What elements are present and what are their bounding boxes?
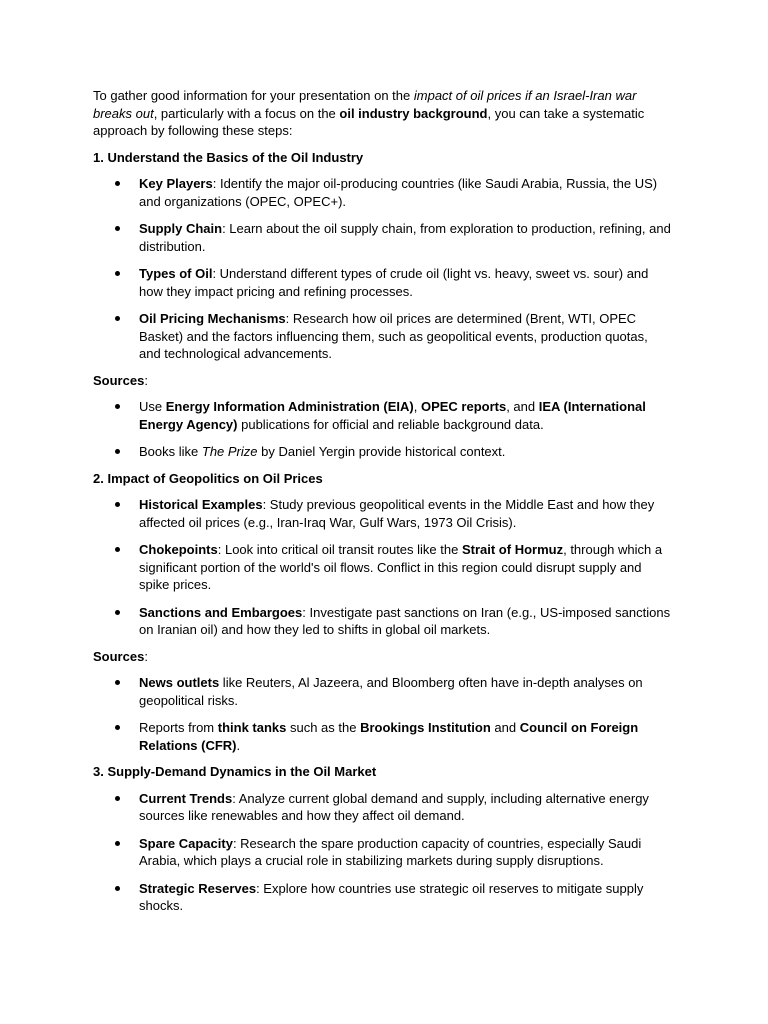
section2-sources-list [93,674,672,754]
intro-text: , you can take a systematic approach by following these steps: [93,105,645,138]
item-term: Council on Foreign Relations (CFR) [139,720,639,753]
item-text: Reports from [139,720,218,735]
intro-topic-italic: impact of oil prices if an Israel-Iran war breaks out [93,88,637,121]
section-heading-geopolitics: 2. Impact of Geopolitics on Oil Prices [93,470,323,486]
list-item [93,310,672,363]
list-item [93,604,672,639]
item-term: Supply Chain [139,221,223,236]
section3-list [93,790,672,915]
list-item [93,220,672,255]
intro-focus-bold: oil industry background [339,105,488,121]
item-term: IEA (International Energy Agency) [139,399,646,432]
item-term: Spare Capacity [139,835,233,851]
item-text: Use [139,399,166,414]
item-text: : Research how oil prices are determined (Brent, WTI, OPEC Basket) and the factors influencing them, such as geopolitical events, production quotas, and technological advancements. [139,311,648,361]
sources-label: Sources: [93,648,148,664]
section-heading-oil-industry: 1. Understand the Basics of the Oil Industry [93,149,364,165]
item-term: News outlets [139,675,220,690]
list-item [93,443,672,461]
item-text: : Understand different types of crude oil (light vs. heavy, sweet vs. sour) and how they impact pricing and refining processes. [139,266,649,299]
item-term: Current Trends [139,790,233,806]
list-item [93,175,672,210]
item-text: , through which a significant portion of the world's oil flows. Conflict in this region could disrupt supply and spike prices. [139,542,663,592]
item-term: Key Players [139,176,213,191]
list-item [93,880,672,915]
item-term: Oil Pricing Mechanisms [139,311,286,326]
item-text: publications for official and reliable background data. [237,416,544,432]
list-item [93,398,672,433]
item-term: Types of Oil [139,266,213,281]
section-heading-supply-demand: 3. Supply-Demand Dynamics in the Oil Market [93,764,377,779]
list-item [93,674,672,709]
list-item [93,835,672,870]
intro-text: To gather good information for your presentation on the [93,88,414,103]
list-item [93,541,672,594]
intro-paragraph [93,87,672,140]
item-text: : Investigate past sanctions on Iran (e.g., US-imposed sanctions on Iranian oil) and how they led to shifts in global oil markets. [139,604,671,637]
item-term: Energy Information Administration (EIA) [165,399,414,414]
list-item [93,719,672,754]
section2-list [93,496,672,639]
list-item [93,790,672,825]
item-term: Strait of Hormuz [461,542,564,557]
sources-label-text: Sources [93,648,145,664]
item-term: Strategic Reserves [139,880,257,896]
item-text: , [413,399,421,414]
item-term: Sanctions and Embargoes [139,604,303,620]
item-term: Chokepoints [139,542,218,557]
item-text: , and [506,399,539,414]
item-text: such as the [286,720,361,735]
item-text: : Research the spare production capacity of countries, especially Saudi Arabia, which plays a crucial role in stabilizing markets during supply disruptions. [139,835,642,868]
section1-sources-list [93,398,672,461]
item-text: by Daniel Yergin provide historical context. [257,444,506,459]
section1-list [93,175,672,363]
item-term: Historical Examples [139,497,263,512]
item-text: . [236,737,241,753]
item-text: and [490,720,520,735]
item-term: Brookings Institution [360,720,491,735]
sources-label-text: Sources [93,372,145,388]
sources-label: Sources: [93,372,148,388]
item-term: OPEC reports [420,399,507,414]
item-text: : Look into critical oil transit routes like the [217,542,462,557]
item-text: : Explore how countries use strategic oil reserves to mitigate supply shocks. [139,880,644,913]
list-item [93,265,672,300]
intro-text: , particularly with a focus on the [153,105,340,121]
item-text: : Study previous geopolitical events in the Middle East and how they affected oil prices (e.g., Iran-Iraq War, Gulf Wars, 1973 Oil Crisis). [139,497,655,530]
item-text: Books like [139,444,202,459]
list-item [93,496,672,531]
item-text: like Reuters, Al Jazeera, and Bloomberg often have in-depth analyses on geopolitical risks. [139,675,643,708]
item-text: : Identify the major oil-producing countries (like Saudi Arabia, Russia, the US) and organizations (OPEC, OPEC+). [139,176,658,209]
item-text: : Learn about the oil supply chain, from exploration to production, refining, and distribution. [139,221,671,254]
item-text: : Analyze current global demand and supply, including alternative energy sources like renewables and how they affect oil demand. [139,790,649,823]
book-title: The Prize [201,444,258,459]
item-term: think tanks [217,720,287,735]
